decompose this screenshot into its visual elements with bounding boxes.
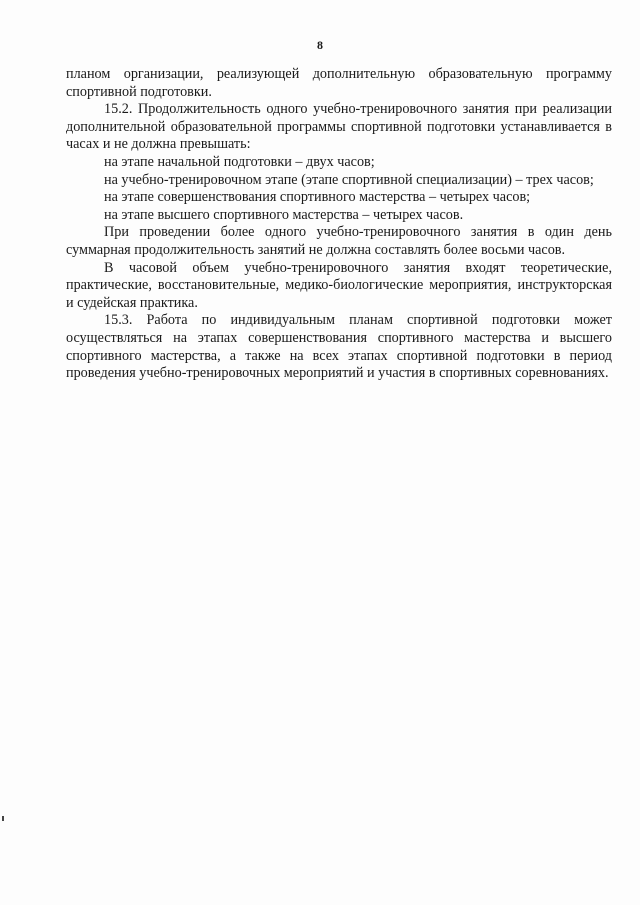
paragraph-multiple-sessions: При проведении более одного учебно-тренировочного занятия в один день суммарная продолжительность занятий не должна составлять более восьми часов. — [66, 224, 612, 258]
list-item-higher-mastery-stage: на этапе высшего спортивного мастерства – четырех часов. — [104, 206, 464, 223]
page-number: 8 — [317, 38, 323, 52]
scan-edge-mark — [2, 816, 4, 821]
list-item-initial-stage: на этапе начальной подготовки – двух часов; — [104, 153, 375, 170]
paragraph-hourly-volume: В часовой объем учебно-тренировочного занятия входят теоретические, практические, восстановительные, медико-биологические мероприятия, инструкторская и судейская практика. — [66, 259, 612, 311]
list-item-training-stage: на учебно-тренировочном этапе (этапе спортивной специализации) – трех часов; — [104, 171, 594, 188]
paragraph-15-2: 15.2. Продолжительность одного учебно-тренировочного занятия при реализации дополнительной образовательной программы спортивной подготовки устанавливается в часах и не должна превышать: — [66, 101, 612, 153]
paragraph-continuation: планом организации, реализующей дополнительную образовательную программу спортивной подготовки. — [66, 66, 612, 100]
document-body — [66, 66, 612, 383]
list-item-improvement-stage: на этапе совершенствования спортивного мастерства – четырех часов; — [104, 189, 531, 206]
paragraph-15-3: 15.3. Работа по индивидуальным планам спортивной подготовки может осуществляться на этапах совершенствования спортивного мастерства и высшего спортивного мастерства, а также на всех этапах спортивной подготовки в период проведения учебно-тренировочных мероприятий и участия в спортивных соревнованиях. — [66, 312, 612, 382]
